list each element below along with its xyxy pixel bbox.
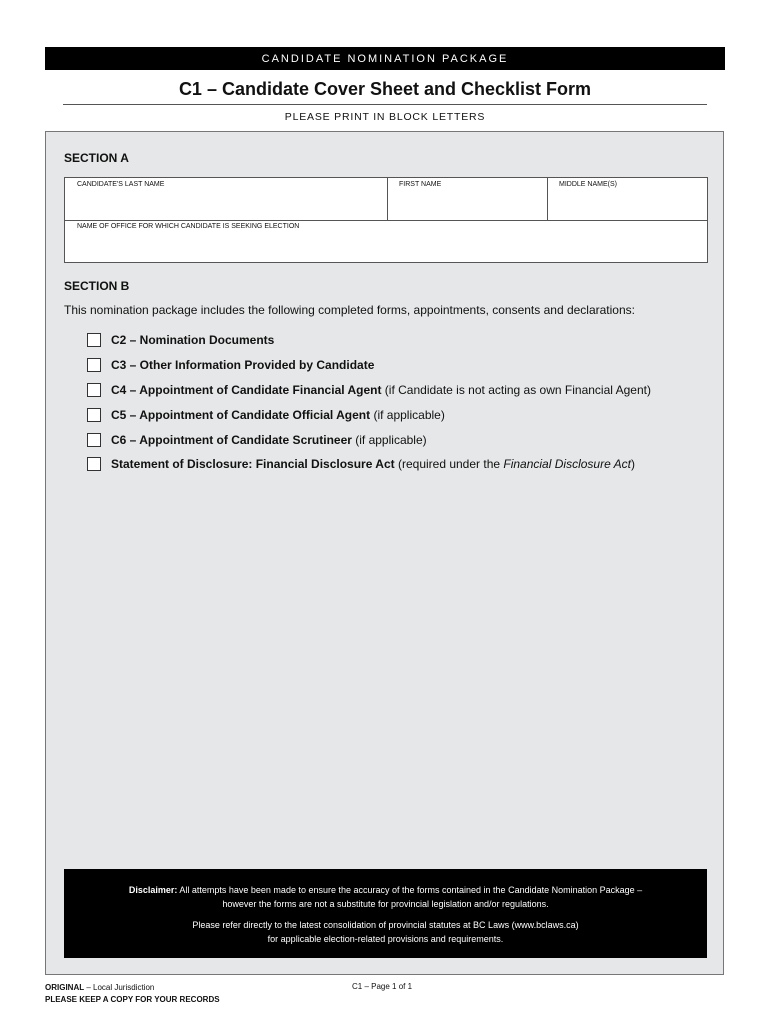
item-title: C3 – Other Information Provided by Candidate <box>111 358 375 373</box>
footer-left <box>45 982 220 1006</box>
section-b-title: SECTION B <box>64 279 130 293</box>
keep-copy-note: PLEASE KEEP A COPY FOR YOUR RECORDS <box>45 995 220 1004</box>
form-title: C1 – Candidate Cover Sheet and Checklist Form <box>63 79 707 105</box>
checklist-item <box>87 402 651 427</box>
checkbox[interactable] <box>87 457 101 471</box>
original-note: – Local Jurisdiction <box>84 983 155 992</box>
forms-checklist <box>87 328 651 477</box>
page-number: C1 – Page 1 of 1 <box>352 982 413 991</box>
checkbox[interactable] <box>87 333 101 347</box>
original-label: ORIGINAL <box>45 983 85 992</box>
item-note: (if applicable) <box>351 432 427 447</box>
item-text <box>111 383 651 397</box>
checkbox[interactable] <box>87 383 101 397</box>
form-panel <box>45 131 724 975</box>
disclaimer-line: Please refer directly to the latest consolidation of provincial statutes at BC Laws (www.bclaws.ca) <box>192 920 579 930</box>
item-title: C5 – Appointment of Candidate Official Agent <box>111 407 371 422</box>
disclaimer-line: for applicable election-related provisions and requirements. <box>267 934 504 944</box>
disclaimer-line: All attempts have been made to ensure the accuracy of the forms contained in the Candidate Nomination Package – <box>177 885 643 895</box>
checkbox[interactable] <box>87 358 101 372</box>
item-title: C2 – Nomination Documents <box>111 333 275 348</box>
candidate-name-grid <box>64 177 708 263</box>
item-note-close: ) <box>630 457 635 472</box>
last-name-field[interactable] <box>65 178 387 220</box>
first-name-label: FIRST NAME <box>399 181 442 188</box>
checkbox[interactable] <box>87 433 101 447</box>
checkbox[interactable] <box>87 408 101 422</box>
checklist-item <box>87 353 651 378</box>
item-note: (if applicable) <box>370 407 445 422</box>
package-banner: CANDIDATE NOMINATION PACKAGE <box>45 47 725 70</box>
form-subtitle: PLEASE PRINT IN BLOCK LETTERS <box>284 111 486 123</box>
first-name-field[interactable] <box>387 178 547 220</box>
item-act-name: Financial Disclosure Act <box>503 457 631 472</box>
item-title: C6 – Appointment of Candidate Scrutineer <box>111 432 352 447</box>
item-text <box>111 457 635 471</box>
disclaimer-line: however the forms are not a substitute for provincial legislation and/or regulations. <box>222 899 549 909</box>
section-b-intro: This nomination package includes the following completed forms, appointments, consents and declarations: <box>64 303 635 317</box>
middle-name-label: MIDDLE NAME(S) <box>559 181 617 188</box>
last-name-label: CANDIDATE'S LAST NAME <box>77 181 165 188</box>
checklist-item <box>87 378 651 403</box>
checklist-item <box>87 427 651 452</box>
section-a-title: SECTION A <box>64 151 129 165</box>
office-label: NAME OF OFFICE FOR WHICH CANDIDATE IS SEEKING ELECTION <box>77 223 300 230</box>
checklist-item <box>87 328 651 353</box>
item-note: (required under the <box>394 457 504 472</box>
disclaimer-label: Disclaimer: <box>128 885 178 895</box>
office-field[interactable] <box>65 220 707 262</box>
item-title: Statement of Disclosure: Financial Disclosure Act <box>111 457 395 472</box>
middle-name-field[interactable] <box>547 178 707 220</box>
item-note: (if Candidate is not acting as own Financial Agent) <box>381 382 651 397</box>
item-text <box>111 408 445 422</box>
disclaimer-box <box>64 869 707 958</box>
checklist-item <box>87 452 651 477</box>
item-title: C4 – Appointment of Candidate Financial Agent <box>111 382 382 397</box>
item-text <box>111 433 427 447</box>
